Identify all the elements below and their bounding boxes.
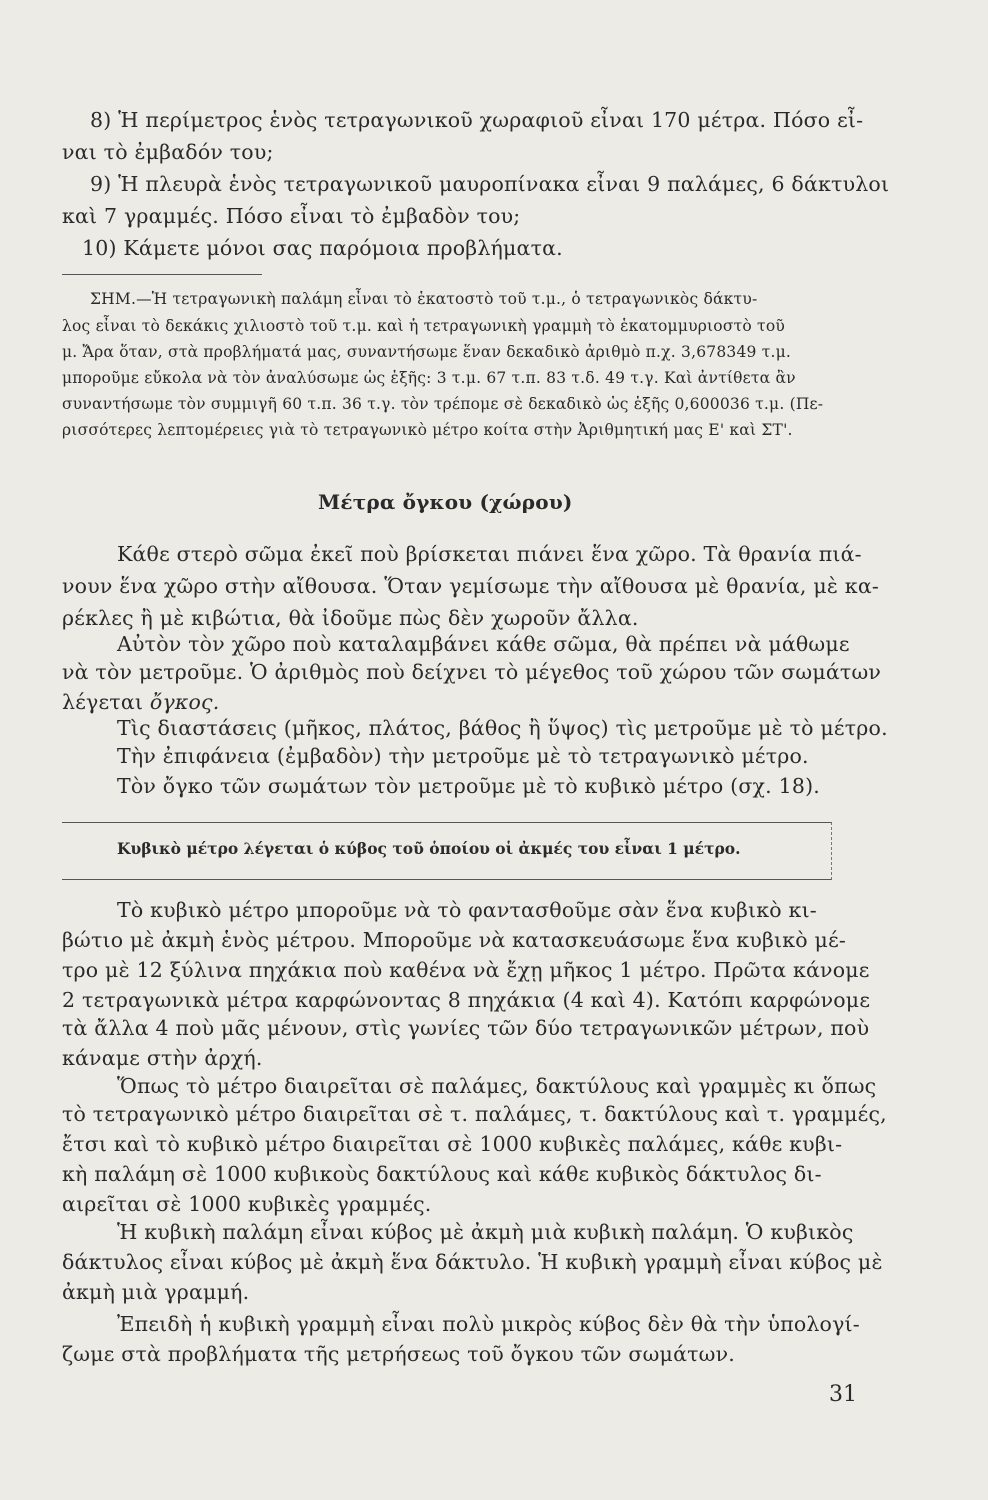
- note-line: λος εἶναι τὸ δεκάκις χιλιοστὸ τοῦ τ.μ. καὶ ἡ τετραγωνικὴ γραμμὴ τὸ ἑκατομμυριοστὸ τοῦ: [62, 317, 785, 335]
- paragraph-line: τὰ ἄλλα 4 ποὺ μᾶς μένουν, στὶς γωνίες τῶν δύο τετραγωνικῶν μέτρων, ποὺ: [62, 1016, 870, 1040]
- paragraph-line: ρέκλες ἢ μὲ κιβώτια, θὰ ἰδοῦμε πὼς δὲν χωροῦν ἄλλα.: [62, 606, 639, 630]
- definition-text: Κυβικὸ μέτρο λέγεται ὁ κύβος τοῦ ὁποίου οἱ ἀκμές του εἶναι 1 μέτρο.: [117, 839, 741, 858]
- paragraph-line: κὴ παλάμη σὲ 1000 κυβικοὺς δακτύλους καὶ κάθε κυβικὸς δάκτυλος δι-: [62, 1162, 822, 1186]
- paragraph-line: Τὶς διαστάσεις (μῆκος, πλάτος, βάθος ἢ ὕψος) τὶς μετροῦμε μὲ τὸ μέτρο.: [117, 716, 888, 740]
- paragraph-line: 2 τετραγωνικὰ μέτρα καρφώνοντας 8 πηχάκια (4 καὶ 4). Κατόπι καρφώνομε: [62, 988, 871, 1012]
- separator-rule: [62, 274, 262, 275]
- page-number: 31: [829, 1382, 857, 1407]
- paragraph-line: τρο μὲ 12 ξύλινα πηχάκια ποὺ καθένα νὰ ἔχῃ μῆκος 1 μέτρο. Πρῶτα κάνομε: [62, 958, 870, 982]
- exercise-8-line-2: ναι τὸ ἐμβαδόν του;: [62, 140, 274, 164]
- exercise-10-line-1: 10) Κάμετε μόνοι σας παρόμοια προβλήματα.: [82, 236, 563, 260]
- paragraph-line: ζωμε στὰ προβλήματα τῆς μετρήσεως τοῦ ὄγκου τῶν σωμάτων.: [62, 1342, 735, 1366]
- exercise-9-line-2: καὶ 7 γραμμές. Πόσο εἶναι τὸ ἐμβαδὸν του;: [62, 204, 521, 228]
- paragraph-line: νὰ τὸν μετροῦμε. Ὁ ἀριθμὸς ποὺ δείχνει τὸ μέγεθος τοῦ χώρου τῶν σωμάτων: [62, 660, 882, 684]
- paragraph-line: δάκτυλος εἶναι κύβος μὲ ἀκμὴ ἕνα δάκτυλο. Ἡ κυβικὴ γραμμὴ εἶναι κύβος μὲ: [62, 1250, 883, 1274]
- note-line: ρισσότερες λεπτομέρειες γιὰ τὸ τετραγωνικὸ μέτρο κοίτα στὴν Ἀριθμητική μας Ε' καὶ ΣΤ'.: [62, 421, 793, 439]
- paragraph-line: βώτιο μὲ ἀκμὴ ἑνὸς μέτρου. Μποροῦμε νὰ κατασκευάσωμε ἕνα κυβικὸ μέ-: [62, 928, 847, 952]
- paragraph-line: Τὸ κυβικὸ μέτρο μποροῦμε νὰ τὸ φαντασθοῦμε σὰν ἕνα κυβικὸ κι-: [117, 898, 817, 922]
- note-line: συναντήσωμε τὸν συμμιγῆ 60 τ.π. 36 τ.γ. τὸν τρέπομε σὲ δεκαδικὸ ὡς ἑξῆς 0,600036 τ.μ. (Πε-: [62, 395, 824, 413]
- paragraph-line: Τὴν ἐπιφάνεια (ἐμβαδὸν) τὴν μετροῦμε μὲ τὸ τετραγωνικὸ μέτρο.: [117, 744, 809, 768]
- exercise-8-line-1: 8) Ἡ περίμετρος ἑνὸς τετραγωνικοῦ χωραφιοῦ εἶναι 170 μέτρα. Πόσο εἶ-: [90, 108, 864, 132]
- section-heading: Μέτρα ὄγκου (χώρου): [318, 490, 573, 514]
- note-line: ΣΗΜ.—Ἡ τετραγωνικὴ παλάμη εἶναι τὸ ἑκατοστὸ τοῦ τ.μ., ὁ τετραγωνικὸς δάκτυ-: [90, 290, 758, 308]
- paragraph-line: Κάθε στερὸ σῶμα ἐκεῖ ποὺ βρίσκεται πιάνει ἕνα χῶρο. Τὰ θρανία πιά-: [117, 542, 862, 566]
- paragraph-line: [62, 690, 219, 714]
- paragraph-line: Τὸν ὄγκο τῶν σωμάτων τὸν μετροῦμε μὲ τὸ κυβικὸ μέτρο (σχ. 18).: [117, 774, 820, 798]
- paragraph-text: λέγεται: [62, 690, 150, 714]
- note-line: μ. Ἄρα ὅταν, στὰ προβλήματά μας, συναντήσωμε ἕναν δεκαδικὸ ἀριθμὸ π.χ. 3,678349 τ.μ.: [62, 343, 792, 361]
- paragraph-line: νουν ἕνα χῶρο στὴν αἴθουσα. Ὅταν γεμίσωμε τὴν αἴθουσα μὲ θρανία, μὲ κα-: [62, 574, 879, 598]
- paragraph-line: Ἐπειδὴ ἡ κυβικὴ γραμμὴ εἶναι πολὺ μικρὸς κύβος δὲν θὰ τὴν ὑπολογί-: [117, 1312, 860, 1336]
- defined-term: ὄγκος.: [149, 690, 220, 714]
- paragraph-line: ἔτσι καὶ τὸ κυβικὸ μέτρο διαιρεῖται σὲ 1000 κυβικὲς παλάμες, κάθε κυβι-: [62, 1132, 843, 1156]
- paragraph-line: τὸ τετραγωνικὸ μέτρο διαιρεῖται σὲ τ. παλάμες, τ. δακτύλους καὶ τ. γραμμές,: [62, 1102, 887, 1126]
- paragraph-line: αιρεῖται σὲ 1000 κυβικὲς γραμμές.: [62, 1192, 432, 1216]
- exercise-9-line-1: 9) Ἡ πλευρὰ ἑνὸς τετραγωνικοῦ μαυροπίνακα εἶναι 9 παλάμες, 6 δάκτυλοι: [90, 172, 890, 196]
- paragraph-line: Ἡ κυβικὴ παλάμη εἶναι κύβος μὲ ἀκμὴ μιὰ κυβικὴ παλάμη. Ὁ κυβικὸς: [117, 1220, 854, 1244]
- paragraph-line: Αὐτὸν τὸν χῶρο ποὺ καταλαμβάνει κάθε σῶμα, θὰ πρέπει νὰ μάθωμε: [117, 632, 850, 656]
- paragraph-line: κάναμε στὴν ἀρχή.: [62, 1046, 263, 1070]
- note-line: μποροῦμε εὔκολα νὰ τὸν ἀναλύσωμε ὡς ἑξῆς: 3 τ.μ. 67 τ.π. 83 τ.δ. 49 τ.γ. Καὶ ἀντίθετα ἂν: [62, 369, 796, 387]
- paragraph-line: Ὅπως τὸ μέτρο διαιρεῖται σὲ παλάμες, δακτύλους καὶ γραμμὲς κι ὅπως: [117, 1074, 877, 1098]
- paragraph-line: ἀκμὴ μιὰ γραμμή.: [62, 1280, 250, 1304]
